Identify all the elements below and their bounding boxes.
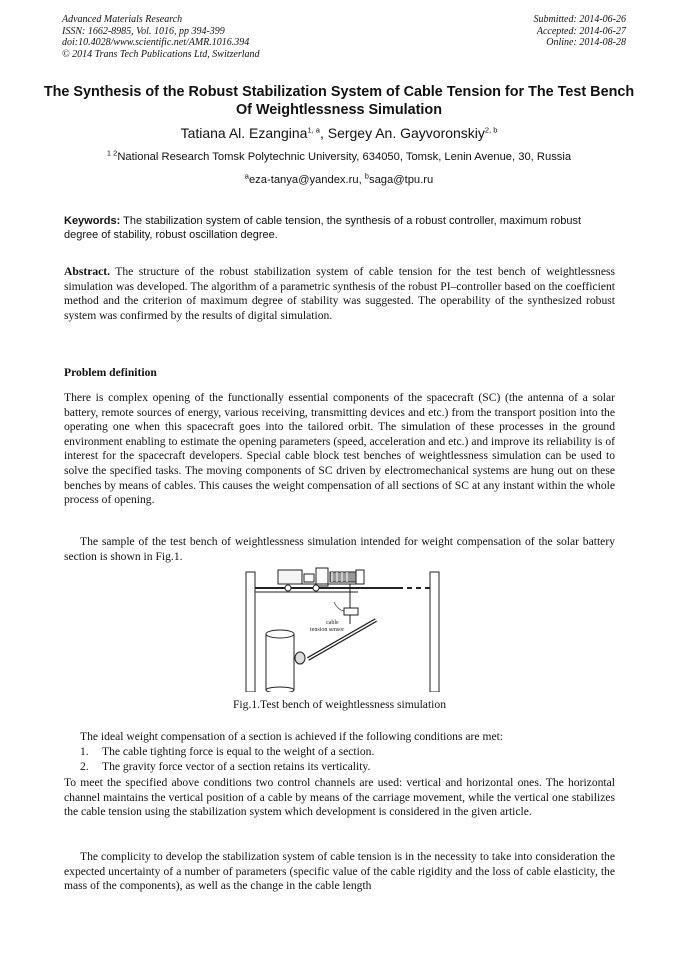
affiliation-sup: 1 2 [106,148,118,158]
list-item-number: 1. [80,745,89,758]
keywords-label: Keywords: [64,215,121,227]
list-item [80,745,610,760]
author-2: Sergey An. Gayvoronskiy [327,125,485,141]
journal-issn: ISSN: 1662-8985, Vol. 1016, pp 394-399 [62,25,225,37]
spacecraft-cylinder-top [266,630,294,638]
figure-caption: Fig.1.Test bench of weightlessness simulation [232,698,446,711]
email-a[interactable]: eza-tanya@yandex.ru [248,174,359,186]
abstract [64,265,615,323]
email-a-sup: a [244,171,249,181]
paragraph-2: The sample of the test bench of weightlessness simulation intended for weight compensation of the solar battery section is shown in Fig.1. [64,535,615,563]
email-separator: , [358,174,365,186]
hinge [295,652,305,664]
paragraph-5: The complicity to develop the stabilization system of cable tension is in the necessity to take into consideration the expected uncertainty of a number of parameters (specific value of the cable rigidity and the loss of cable elasticity, the mass of the components), as well as the change in the cable length [64,850,615,893]
author-1-sup: 1, a [307,125,320,135]
list-item-text: The gravity force vector of a section retains its verticality. [102,759,371,773]
journal-header-right [534,14,627,49]
email-line [40,173,638,187]
list-item-text: The cable tighting force is equal to the weight of a section. [102,745,375,758]
email-b-sup: b [364,171,369,181]
journal-copyright: © 2014 Trans Tech Publications Ltd, Switzerland [62,48,260,60]
figure-label-cable: cable [326,620,339,626]
author-separator: , [319,125,328,141]
list-item-number: 2. [80,759,89,773]
affiliation-text: National Research Tomsk Polytechnic University, 634050, Tomsk, Lenin Avenue, 30, Russia [117,151,572,163]
journal-header-left [62,14,260,60]
accepted-date: Accepted: 2014-06-27 [536,25,626,37]
author-line [40,125,638,142]
email-b[interactable]: saga@tpu.ru [368,174,434,186]
keywords-text: The stabilization system of cable tension, the synthesis of a robust controller, maximum robust degree of stability, robust oscillation degree. [64,215,582,241]
carriage-motor [278,570,302,584]
figure-label-sensor: tension sensor [310,627,345,633]
paragraph-3: The ideal weight compensation of a section is achieved if the following conditions are met: [80,730,504,743]
paragraph-4: To meet the specified above conditions two control channels are used: vertical and horizontal ones. The horizontal channel maintains the vertical position of a cable by means of the carriage movement, while the vertical one stabilizes the cable tension using the stabilization system which development is considered in the given article. [64,776,615,819]
keywords [64,214,615,242]
online-date: Online: 2014-08-28 [546,37,626,48]
list-item [80,760,610,775]
journal-doi: doi:10.4028/www.scientific.net/AMR.1016.394 [62,37,250,48]
right-column [430,572,439,692]
left-column [246,572,255,692]
section-heading-problem: Problem definition [64,366,157,379]
test-bench-figure [238,562,448,692]
paper-title: The Synthesis of the Robust Stabilization System of Cable Tension for The Test Bench Of Weightlessness Simulation [43,84,635,118]
author-2-sup: 2, b [484,125,498,135]
author-1: Tatiana Al. Ezangina [180,125,308,141]
affiliation [40,150,638,164]
abstract-text: The structure of the robust stabilization system of cable tension for the test bench of weightlessness simulation was developed. The algorithm of a parametric synthesis of the robust PI–controller based on the coefficient method and the criterion of maximum degree of stability was suggested. The operability of the synthesized robust system was confirmed by the results of digital simulation. [64,265,615,322]
submitted-date: Submitted: 2014-06-26 [533,14,626,25]
paragraph-1: There is complex opening of the functionally essential components of the spacecraft (SC) (the antenna of a solar battery, remote sources of energy, various receiving, transmitting devices and etc.) from the transport position into the operating one when this spacecraft goes into the tailored orbit. The simulation of these processes in the ground environment enabling to estimate the opening parameters (speed, acceleration and etc.) and improve its reliability is of interest for the spacecraft developers. Special cable block test benches of weightlessness simulation can be used to solve the specified tasks. The moving components of SC driven by electromechanical systems are hung out on these benches by means of cables. This causes the weight compensation of all sections of SC at any instant within the whole process of opening. [64,391,615,507]
journal-name: Advanced Materials Research [62,14,183,25]
abstract-label: Abstract. [64,265,111,278]
carriage-drum [330,572,356,582]
tension-sensor [344,608,358,615]
conditions-list [80,745,610,774]
